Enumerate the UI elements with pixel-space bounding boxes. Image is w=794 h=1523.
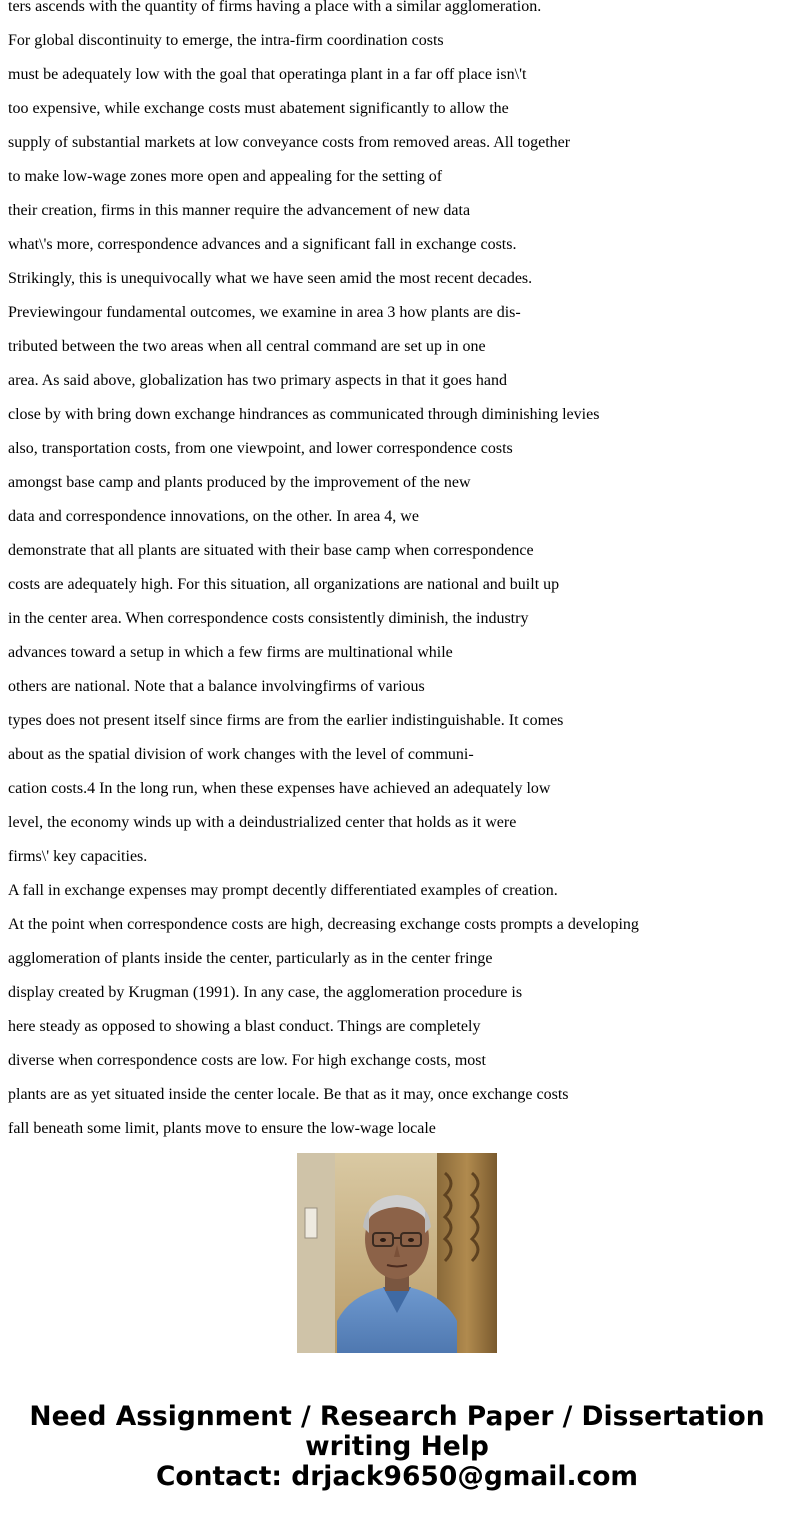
text-line: must be adequately low with the goal that operatinga plant in a far off place isn\'t [8,66,527,83]
text-line: costs are adequately high. For this situation, all organizations are national and built up [8,576,560,593]
text-line: ters ascends with the quantity of firms having a place with a similar agglomeration. [8,0,542,15]
text-line: For global discontinuity to emerge, the intra-firm coordination costs [8,32,444,49]
text-line: to make low-wage zones more open and appealing for the setting of [8,168,443,185]
text-line: data and correspondence innovations, on the other. In area 4, we [8,508,419,525]
text-line: amongst base camp and plants produced by the improvement of the new [8,474,471,491]
text-line: agglomeration of plants inside the center, particularly as in the center fringe [8,950,493,967]
text-line: demonstrate that all plants are situated with their base camp when correspondence [8,542,534,559]
text-line: their creation, firms in this manner require the advancement of new data [8,202,471,219]
text-line: others are national. Note that a balance involvingfirms of various [8,678,425,695]
text-line: firms\' key capacities. [8,848,148,865]
text-line: what\'s more, correspondence advances and a significant fall in exchange costs. [8,236,517,253]
text-line: advances toward a setup in which a few firms are multinational while [8,644,453,661]
promo-contact: Contact: drjack9650@gmail.com [155,1461,639,1492]
text-line: Strikingly, this is unequivocally what we have seen amid the most recent decades. [8,270,533,287]
text-line: fall beneath some limit, plants move to ensure the low-wage locale [8,1120,436,1137]
document-text [8,0,788,1137]
promo-banner [0,1402,794,1492]
text-line: area. As said above, globalization has two primary aspects in that it goes hand [8,372,507,389]
text-line: At the point when correspondence costs are high, decreasing exchange costs prompts a developing [8,916,639,933]
promo-line: writing Help [305,1431,489,1462]
text-line: supply of substantial markets at low conveyance costs from removed areas. All together [8,134,571,151]
text-line: display created by Krugman (1991). In any case, the agglomeration procedure is [8,984,523,1001]
text-line: A fall in exchange expenses may prompt decently differentiated examples of creation. [8,882,558,899]
text-line: about as the spatial division of work changes with the level of communi- [8,746,474,763]
author-photo [297,1153,497,1353]
text-line: also, transportation costs, from one viewpoint, and lower correspondence costs [8,440,513,457]
text-line: diverse when correspondence costs are low. For high exchange costs, most [8,1052,486,1069]
text-line: in the center area. When correspondence costs consistently diminish, the industry [8,610,529,627]
text-line: cation costs.4 In the long run, when these expenses have achieved an adequately low [8,780,551,797]
text-line: too expensive, while exchange costs must abatement significantly to allow the [8,100,509,117]
text-line: tributed between the two areas when all central command are set up in one [8,338,486,355]
promo-line: Need Assignment / Research Paper / Dissertation [29,1401,765,1432]
text-line: here steady as opposed to showing a blast conduct. Things are completely [8,1018,481,1035]
text-line: plants are as yet situated inside the center locale. Be that as it may, once exchange costs [8,1086,569,1103]
text-line: level, the economy winds up with a deindustrialized center that holds as it were [8,814,517,831]
text-line: close by with bring down exchange hindrances as communicated through diminishing levies [8,406,600,423]
text-line: types does not present itself since firms are from the earlier indistinguishable. It comes [8,712,564,729]
text-line: Previewingour fundamental outcomes, we examine in area 3 how plants are dis- [8,304,521,321]
